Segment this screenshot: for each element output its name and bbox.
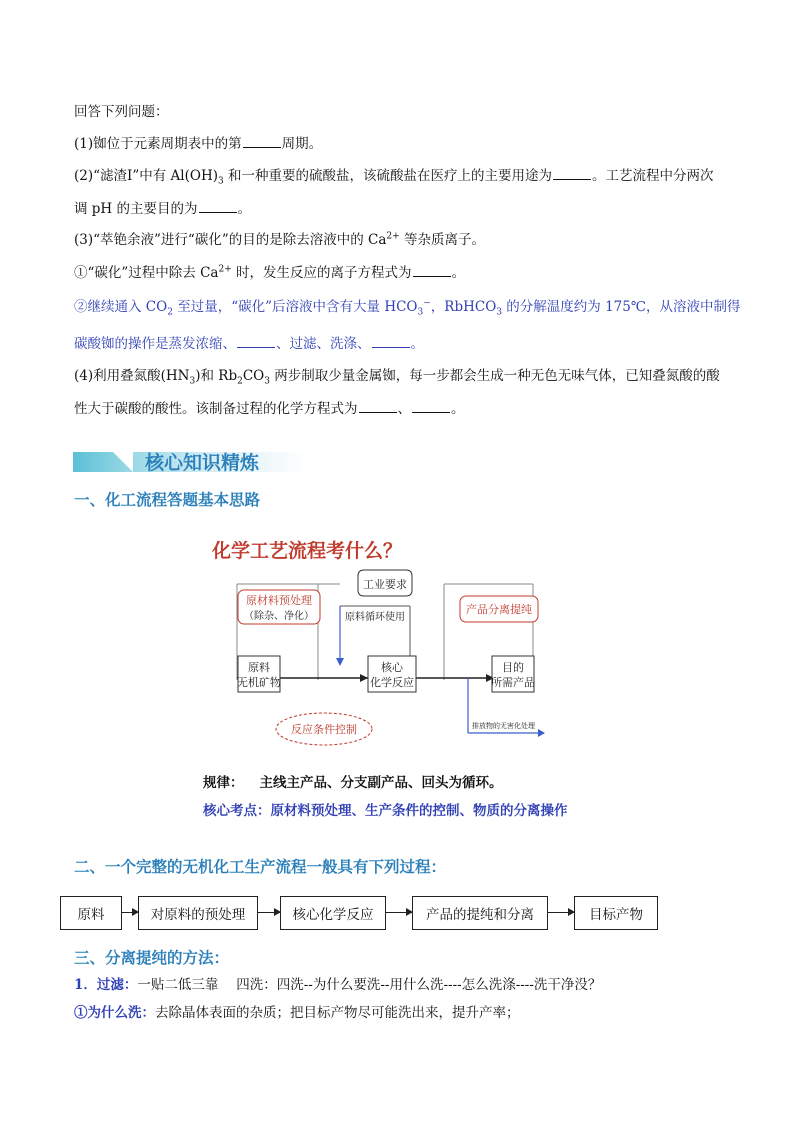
condition-control-label: 反应条件控制 (291, 723, 357, 736)
flow-step: 对原料的预处理 (138, 896, 258, 930)
goal-label: 目的 (502, 661, 524, 674)
core-sub: 化学反应 (370, 676, 414, 689)
industry-requirement: 工业要求 (363, 578, 407, 591)
question-3-2: ②继续通入 $CO_2$ 至过量，“碳化”后溶液中含有大量 $HCO_3^-$，RbHCO$_3$ 的分解温度约为 175℃，从溶液中制得 (74, 298, 741, 318)
flow-step: 核心化学反应 (280, 896, 386, 930)
waste-treatment-label: 排放物的无害化处理 (472, 722, 535, 730)
question-3-2-line2: 碳酸铷的操作是蒸发浓缩、 、过滤、洗涤、 。 (74, 333, 424, 354)
raw-material-label: 原料 (248, 661, 270, 674)
why-wash-line: ①为什么洗：去除晶体表面的杂质；把目标产物尽可能洗出来，提升产率； (74, 1005, 520, 1021)
core-exam-line: 核心考点：原材料预处理、生产条件的控制、物质的分离操作 (203, 803, 568, 819)
heading-1: 一、化工流程答题基本思路 (74, 491, 261, 509)
question-2: (2)“滤渣Ⅰ”中有 $Al(OH)_3$ 和一种重要的硫酸盐，该硫酸盐在医疗上的主要用途为 。工艺流程中分两次 (74, 165, 714, 186)
flow-arrow (122, 912, 138, 913)
product-separation-label: 产品分离提纯 (466, 603, 532, 616)
pretreat-sub: （除杂、净化） (244, 611, 314, 622)
section-banner-title: 核心知识精炼 (145, 452, 260, 474)
answer-blank[interactable] (413, 262, 451, 277)
filtration-line: 1．过滤：一贴二低三靠 四洗：四洗--为什么要洗--用什么洗----怎么洗涤----洗干净没？ (74, 977, 602, 993)
flow-arrow (548, 912, 574, 913)
question-3: (3)“萃铯余液”进行“碳化”的目的是除去溶液中的 $Ca^{2+}$ 等杂质离子。 (74, 231, 485, 248)
rule-line: 规律： 主线主产品、分支副产品、回头为循环。 (203, 775, 503, 791)
answer-blank[interactable] (199, 198, 237, 213)
answer-blank[interactable] (372, 333, 410, 348)
flow-step: 产品的提纯和分离 (412, 896, 548, 930)
diagram-title: 化学工艺流程考什么？ (212, 540, 403, 562)
flow-step: 目标产物 (574, 896, 658, 930)
process-diagram (200, 530, 560, 760)
flow-arrow (386, 912, 412, 913)
pretreat-label: 原材料预处理 (246, 594, 312, 607)
answer-blank[interactable] (553, 165, 591, 180)
question-4: (4)利用叠氮酸$(HN_3)$和 $Rb_2CO_3$ 两步制取少量金属铷，每一步都会生成一种无色无味气体，已知叠氮酸的酸 (74, 368, 720, 387)
heading-3: 三、分离提纯的方法： (74, 949, 230, 967)
question-4-line2: 性大于碳酸的酸性。该制备过程的化学方程式为 、 。 (74, 398, 465, 419)
question-2-line2: 调 pH 的主要目的为 。 (74, 198, 251, 219)
goal-sub: 所需产品 (491, 676, 535, 689)
flow-arrow (258, 912, 280, 913)
answer-blank[interactable] (237, 333, 275, 348)
answer-blank[interactable] (359, 398, 397, 413)
core-label: 核心 (381, 661, 403, 674)
heading-2: 二、一个完整的无机化工生产流程一般具有下列过程： (74, 858, 447, 876)
answer-blank[interactable] (412, 398, 450, 413)
question-1: (1)铷位于元素周期表中的第 周期。 (74, 133, 322, 154)
question-3-1: ①“碳化”过程中除去 $Ca^{2+}$ 时，发生反应的离子方程式为 。 (74, 262, 465, 283)
intro-text: 回答下列问题： (74, 104, 169, 120)
flow-step: 原料 (60, 896, 122, 930)
raw-material-sub: 无机矿物 (237, 676, 281, 689)
recycle-label: 原料循环使用 (345, 612, 405, 623)
answer-blank[interactable] (243, 133, 281, 148)
